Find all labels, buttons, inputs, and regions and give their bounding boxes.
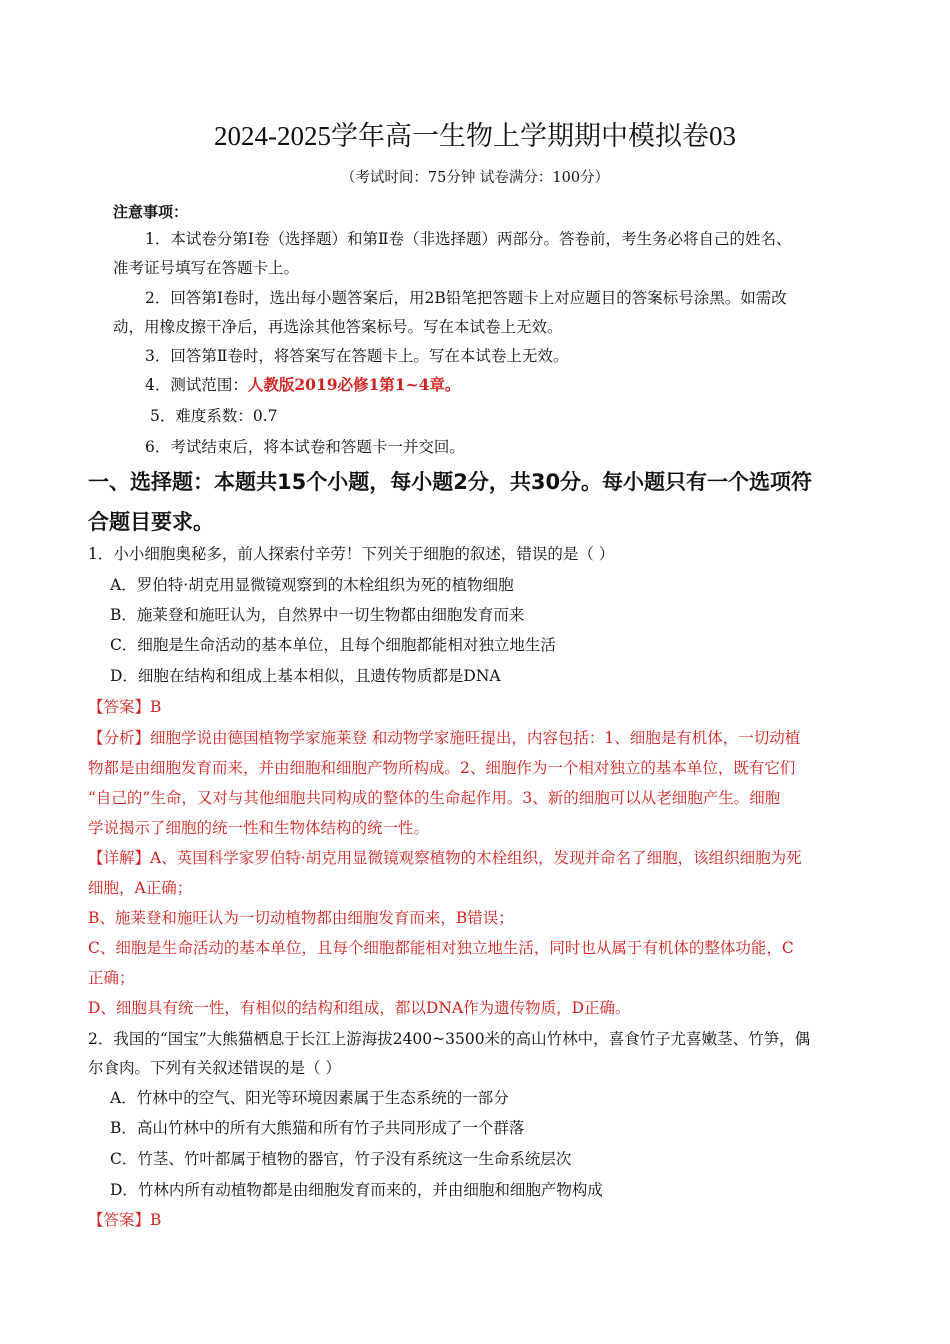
question-1-analysis-line: 【分析】细胞学说由德国植物学家施莱登 和动物学家施旺提出，内容包括：1、细胞是有机体，一切动植 xyxy=(88,729,801,747)
question-1-option-d: D．细胞在结构和组成上基本相似，且遗传物质都是DNA xyxy=(110,667,501,685)
notice-item-4 xyxy=(145,374,460,396)
question-1-detail-line: D、细胞具有统一性，有相似的结构和组成，都以DNA作为遗传物质，D正确。 xyxy=(88,999,631,1017)
notice-item-3: 3．回答第Ⅱ卷时，将答案写在答题卡上。写在本试卷上无效。 xyxy=(145,347,569,365)
notice-heading: 注意事项： xyxy=(113,203,189,221)
question-1-detail-line: C、细胞是生命活动的基本单位，且每个细胞都能相对独立地生活，同时也从属于有机体的整体功能，C xyxy=(88,939,794,957)
notice-item-2-cont: 动，用橡皮擦干净后，再选涂其他答案标号。写在本试卷上无效。 xyxy=(113,318,563,336)
page-title: 2024-2025学年高一生物上学期期中模拟卷03 xyxy=(214,121,736,151)
question-2-stem: 2．我国的“国宝”大熊猫栖息于长江上游海拔2400~3500米的高山竹林中，喜食竹子尤喜嫩茎、竹笋，偶 xyxy=(88,1030,811,1048)
question-2-stem-cont: 尔食肉。下列有关叙述错误的是（ ） xyxy=(88,1059,341,1077)
question-1-detail-line: B、施莱登和施旺认为一切动植物都由细胞发育而来，B错误； xyxy=(88,909,514,927)
question-1-option-a: A．罗伯特·胡克用显微镜观察到的木栓组织为死的植物细胞 xyxy=(110,576,514,594)
scope-label: 4．测试范围： xyxy=(145,376,248,394)
question-1-detail-line: 正确； xyxy=(88,969,135,987)
section-heading-line1: 一、选择题：本题共15个小题，每小题2分，共30分。每小题只有一个选项符 xyxy=(88,470,813,494)
scope-value: 人教版2019必修1第1~4章。 xyxy=(247,375,461,394)
question-2-option-b: B．高山竹林中的所有大熊猫和所有竹子共同形成了一个群落 xyxy=(110,1119,525,1137)
notice-item-5: 5．难度系数：0.7 xyxy=(150,407,278,425)
section-heading-line2: 合题目要求。 xyxy=(88,510,214,534)
notice-item-2: 2．回答第Ⅰ卷时，选出每小题答案后，用2B铅笔把答题卡上对应题目的答案标号涂黑。如需改 xyxy=(145,289,787,307)
question-1-option-b: B．施莱登和施旺认为，自然界中一切生物都由细胞发育而来 xyxy=(110,606,525,624)
notice-item-6: 6．考试结束后，将本试卷和答题卡一并交回。 xyxy=(145,438,465,456)
question-1-detail-line: 细胞，A正确； xyxy=(88,879,193,897)
question-2-option-c: C．竹茎、竹叶都属于植物的器官，竹子没有系统这一生命系统层次 xyxy=(110,1150,572,1168)
notice-item-1-cont: 准考证号填写在答题卡上。 xyxy=(113,259,300,277)
question-1-analysis-line: 学说揭示了细胞的统一性和生物体结构的统一性。 xyxy=(88,819,430,837)
question-1-analysis-line: “自己的”生命，又对与其他细胞共同构成的整体的生命起作用。3、新的细胞可以从老细胞产生。细胞 xyxy=(88,789,781,807)
notice-item-1: 1．本试卷分第Ⅰ卷（选择题）和第Ⅱ卷（非选择题）两部分。答卷前，考生务必将自己的姓名、 xyxy=(145,230,792,248)
exam-info: （考试时间：75分钟 试卷满分：100分） xyxy=(340,170,610,186)
question-2-option-d: D．竹林内所有动植物都是由细胞发育而来的，并由细胞和细胞产物构成 xyxy=(110,1181,603,1199)
question-1-option-c: C．细胞是生命活动的基本单位，且每个细胞都能相对独立地生活 xyxy=(110,636,556,654)
question-1-stem: 1．小小细胞奥秘多，前人探索付辛劳！下列关于细胞的叙述，错误的是（ ） xyxy=(88,545,615,563)
question-1-analysis-line: 物都是由细胞发育而来，并由细胞和细胞产物所构成。2、细胞作为一个相对独立的基本单位，既有它们 xyxy=(88,759,796,777)
question-2-answer: 【答案】B xyxy=(88,1211,162,1229)
question-1-answer: 【答案】B xyxy=(88,698,162,716)
question-2-option-a: A．竹林中的空气、阳光等环境因素属于生态系统的一部分 xyxy=(110,1089,509,1107)
question-1-detail-line: 【详解】A、英国科学家罗伯特·胡克用显微镜观察植物的木栓组织，发现并命名了细胞，该组织细胞为死 xyxy=(88,849,802,867)
